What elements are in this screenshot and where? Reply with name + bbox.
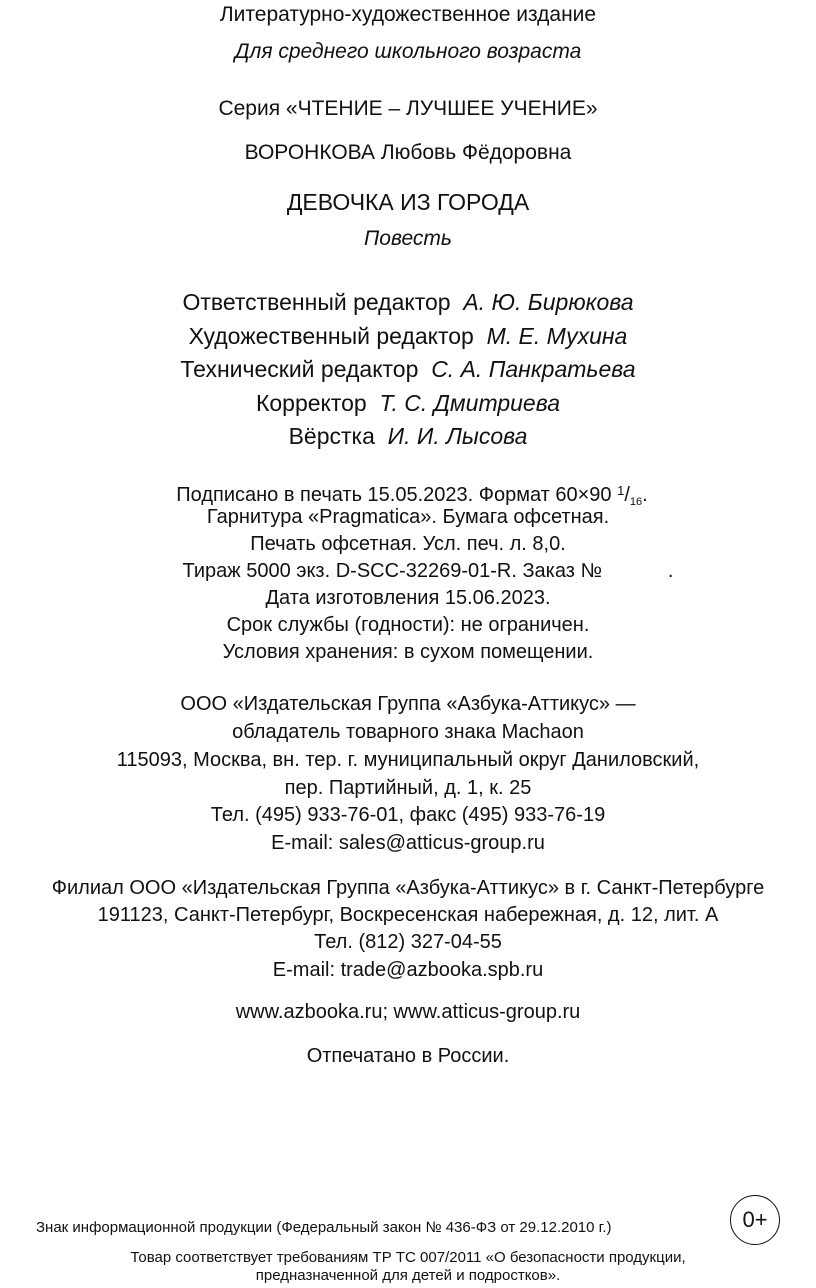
compliance-line-1: Товар соответствует требованиям ТР ТС 007/2011 «О безопасности продукции, bbox=[130, 1249, 686, 1266]
credit-role: Вёрстка bbox=[288, 423, 375, 449]
credit-line bbox=[0, 422, 816, 450]
credit-role: Художественный редактор bbox=[188, 323, 474, 349]
publisher-email: E-mail: sales@atticus-group.ru bbox=[271, 832, 545, 854]
manufacture-date: Дата изготовления 15.06.2023. bbox=[265, 587, 551, 609]
publisher-address-1: 115093, Москва, вн. тер. г. муниципальный округ Даниловский, bbox=[116, 749, 700, 771]
publisher-phone: Тел. (495) 933-76-01, факс (495) 933-76-19 bbox=[210, 804, 606, 826]
credit-name: М. Е. Мухина bbox=[486, 323, 628, 349]
credit-name: И. И. Лысова bbox=[387, 423, 528, 449]
format-denominator: 16 bbox=[629, 496, 643, 508]
publisher-address-2: пер. Партийный, д. 1, к. 25 bbox=[284, 777, 532, 799]
printed-in: Отпечатано в России. bbox=[306, 1045, 510, 1067]
shelf-life: Срок службы (годности): не ограничен. bbox=[226, 614, 590, 636]
print-run-text: Тираж 5000 экз. D-SCC-32269-01-R. Заказ № bbox=[182, 560, 602, 582]
credit-role: Ответственный редактор bbox=[182, 289, 451, 315]
age-group: Для среднего школьного возраста bbox=[234, 40, 582, 63]
publisher-name: ООО «Издательская Группа «Азбука-Аттикус» — bbox=[180, 693, 636, 715]
credit-name: С. А. Панкратьева bbox=[431, 356, 636, 382]
series: Серия «ЧТЕНИЕ – ЛУЧШЕЕ УЧЕНИЕ» bbox=[218, 97, 598, 120]
websites: www.azbooka.ru; www.atticus-group.ru bbox=[235, 1001, 581, 1023]
branch-address: 191123, Санкт-Петербург, Воскресенская набережная, д. 12, лит. А bbox=[97, 904, 719, 926]
print-run-end: . bbox=[667, 560, 674, 582]
credit-role: Технический редактор bbox=[180, 356, 419, 382]
author: ВОРОНКОВА Любовь Фёдоровна bbox=[244, 141, 572, 164]
credit-line bbox=[0, 322, 816, 350]
credit-role: Корректор bbox=[255, 390, 367, 416]
credit-line bbox=[0, 389, 816, 417]
credit-name: А. Ю. Бирюкова bbox=[463, 289, 634, 315]
compliance-line-2: предназначенной для детей и подростков». bbox=[255, 1267, 561, 1284]
branch-email: E-mail: trade@azbooka.spb.ru bbox=[272, 959, 544, 981]
format-slash: / bbox=[624, 484, 630, 506]
printing-type: Печать офсетная. Усл. печ. л. 8,0. bbox=[250, 533, 566, 555]
storage-conditions: Условия хранения: в сухом помещении. bbox=[222, 641, 594, 663]
publisher-trademark: обладатель товарного знака Machaon bbox=[232, 721, 584, 743]
info-mark-text: Знак информационной продукции (Федеральный закон № 436-ФЗ от 29.12.2010 г.) bbox=[36, 1219, 612, 1236]
branch-phone: Тел. (812) 327-04-55 bbox=[314, 931, 502, 953]
branch-name: Филиал ООО «Издательская Группа «Азбука-Аттикус» в г. Санкт-Петербурге bbox=[51, 877, 765, 899]
book-title: ДЕВОЧКА ИЗ ГОРОДА bbox=[286, 189, 530, 215]
genre: Повесть bbox=[364, 227, 452, 250]
age-rating-badge: 0+ bbox=[730, 1195, 780, 1245]
print-signed-text: Подписано в печать 15.05.2023. Формат 60×90 bbox=[176, 484, 612, 506]
print-run bbox=[20, 559, 816, 584]
typeface-paper: Гарнитура «Pragmatica». Бумага офсетная. bbox=[206, 506, 610, 528]
edition-type: Литературно-художественное издание bbox=[219, 3, 597, 26]
credit-line bbox=[0, 355, 816, 383]
format-numerator: 1 bbox=[617, 483, 625, 498]
credit-name: Т. С. Дмитриева bbox=[379, 390, 561, 416]
format-end: . bbox=[642, 484, 648, 506]
credit-line bbox=[0, 288, 816, 316]
